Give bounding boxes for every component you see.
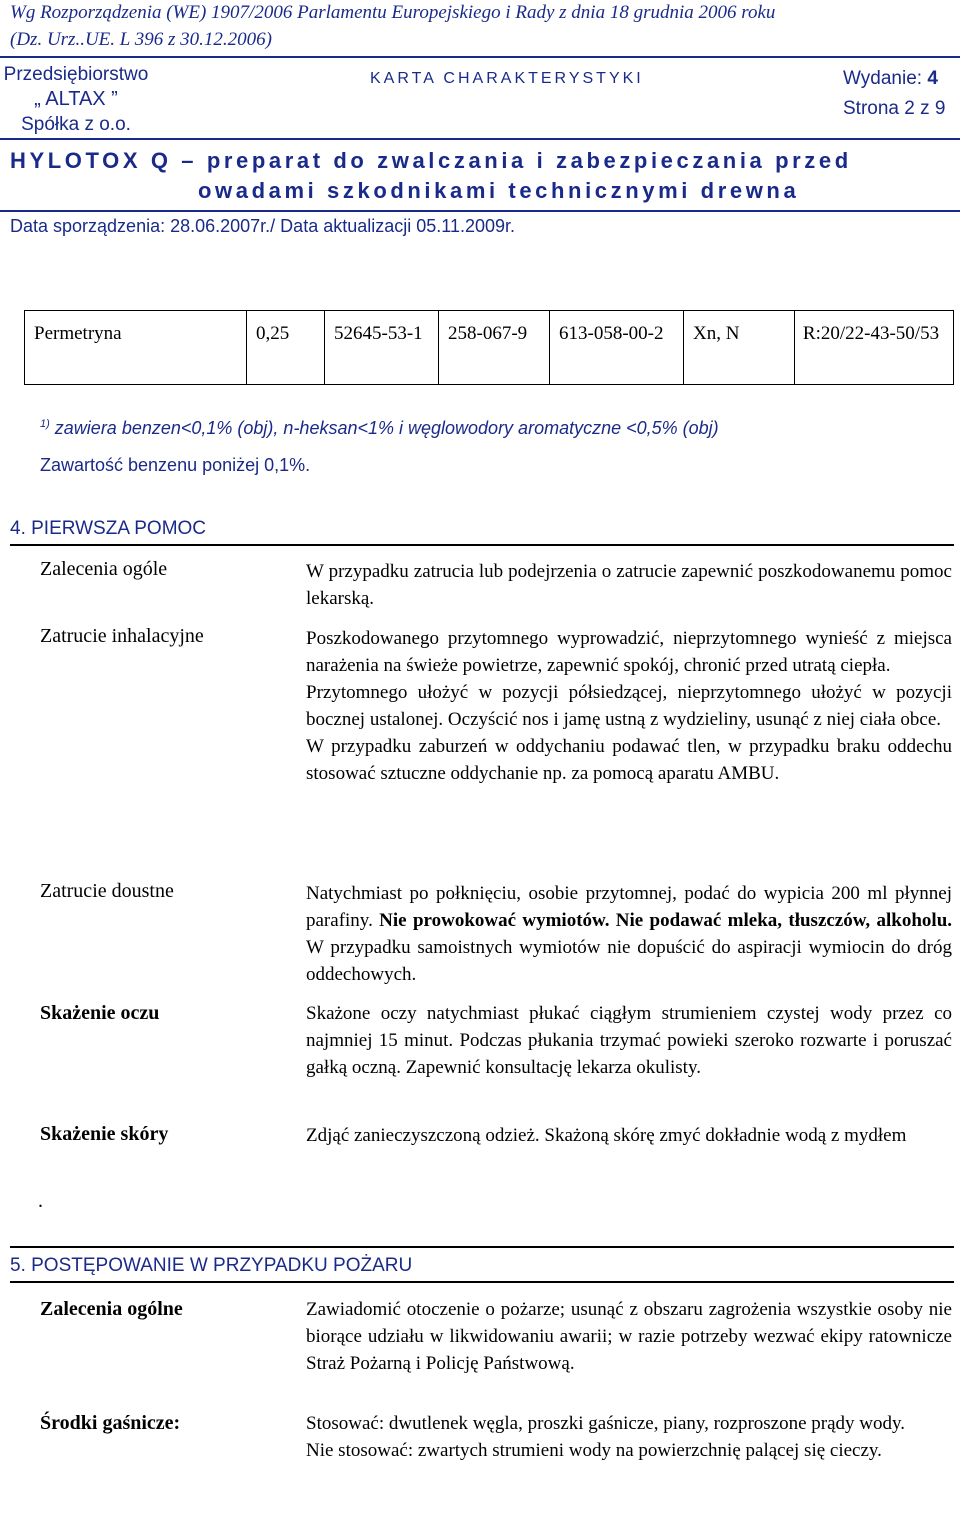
cell-substance-name: Permetryna [25, 311, 247, 385]
text-extinguishing-media [306, 1410, 952, 1464]
text-eye-contact: Skażone oczy natychmiast płukać ciągłym strumieniem czystej wody przez co najmniej 15 minut. Podczas płukania trzymać powieki szeroko rozwarte i poruszać gałką oczną. Zapewnić konsultację lekarza okulisty. [306, 1003, 952, 1078]
section-4-rule [10, 544, 954, 546]
edition-label: Wydanie: [843, 68, 923, 89]
label-oral: Zatrucie doustne [40, 880, 174, 902]
footnote-mark: 1) [40, 418, 50, 430]
text-inhalation-p2: Przytomnego ułożyć w pozycji półsiedzącej, nieprzytomnego ułożyć w pozycji bocznej ustalonej. Oczyścić nos i jamę ustną z wydzieliny, usunąć z niej ciała obce. [306, 682, 952, 730]
cell-cas-number: 52645-53-1 [325, 311, 439, 385]
document-type: KARTA CHARAKTERYSTYKI [370, 70, 644, 87]
label-extinguishing-media: Środki gaśnicze: [40, 1412, 181, 1434]
footnote [40, 418, 719, 439]
label-general-advice: Zalecenia ogóle [40, 558, 168, 580]
text-oral-c: W przypadku samoistnych wymiotów nie dopuścić do aspiracji wymiocin do dróg oddechowych. [306, 937, 952, 985]
label-eye-contact: Skażenie oczu [40, 1002, 160, 1024]
header-divider-top [0, 56, 960, 58]
section-4-heading: 4. PIERWSZA POMOC [10, 518, 207, 539]
text-extinguishing-suitable: Stosować: dwutlenek węgla, proszki gaśnicze, piany, rozproszone prądy wody. [306, 1413, 906, 1434]
composition-table [24, 310, 954, 385]
cell-concentration: 0,25 [247, 311, 325, 385]
text-inhalation-p1: Poszkodowanego przytomnego wyprowadzić, nieprzytomnego wynieść z miejsca narażenia na świeże powietrze, zapewnić spokój, chronić przed utratą ciepła. [306, 628, 952, 676]
company-block [0, 62, 152, 137]
section-5-rule-top [10, 1246, 954, 1248]
document-dates: Data sporządzenia: 28.06.2007r./ Data aktualizacji 05.11.2009r. [10, 216, 516, 236]
header-divider-bottom [0, 210, 960, 212]
label-inhalation: Zatrucie inhalacyjne [40, 625, 204, 647]
benzene-content-note: Zawartość benzenu poniżej 0,1%. [40, 455, 311, 475]
text-oral-a: Natychmiast po połknięciu, osobie przytomnej, podać do wypicia 200 ml płynnej parafiny. [306, 883, 952, 931]
text-inhalation-p3: W przypadku zaburzeń w oddychaniu podawać tlen, w przypadku braku oddechu stosować sztuczne oddychanie np. za pomocą aparatu AMBU. [306, 736, 952, 784]
stray-dot: . [38, 1190, 43, 1212]
text-oral [306, 880, 952, 988]
cell-ec-number: 258-067-9 [439, 311, 550, 385]
company-name-line-3: Spółka z o.o. [21, 114, 131, 135]
company-name-line-2: „ ALTAX ” [34, 88, 118, 110]
text-inhalation [306, 625, 952, 787]
text-extinguishing-unsuitable: Nie stosować: zwartych strumieni wody na powierzchnię palącej się cieczy. [306, 1440, 882, 1461]
edition-value: 4 [927, 68, 938, 89]
section-5-heading: 5. POSTĘPOWANIE W PRZYPADKU POŻARU [10, 1255, 413, 1276]
product-title-line-2: owadami szkodnikami technicznymi drewna [198, 178, 800, 203]
text-fire-general: Zawiadomić otoczenie o pożarze; usunąć z obszaru zagrożenia wszystkie osoby nie biorące udziału w likwidowaniu awarii; w razie potrzeby wezwać ekipy ratownicze Straż Pożarną i Policję Państwową. [306, 1299, 952, 1374]
regulation-line-1: Wg Rozporządzenia (WE) 1907/2006 Parlamentu Europejskiego i Rady z dnia 18 grudnia 2006 roku [10, 2, 776, 23]
label-fire-general: Zalecenia ogólne [40, 1298, 183, 1320]
footnote-text: zawiera benzen<0,1% (obj), n-heksan<1% i węglowodory aromatyczne <0,5% (obj) [54, 418, 719, 438]
text-oral-warning: Nie prowokować wymiotów. Nie podawać mleka, tłuszczów, alkoholu. [379, 910, 953, 931]
page-number: Strona 2 z 9 [843, 98, 946, 119]
section-5-rule [10, 1281, 954, 1283]
table-row [25, 311, 954, 385]
edition [843, 68, 938, 90]
text-skin-contact: Zdjąć zanieczyszczoną odzież. Skażoną skórę zmyć dokładnie wodą z mydłem [306, 1125, 907, 1146]
text-general-advice: W przypadku zatrucia lub podejrzenia o zatrucie zapewnić poszkodowanemu pomoc lekarską. [306, 561, 952, 609]
label-skin-contact: Skażenie skóry [40, 1123, 169, 1145]
company-name-line-1: Przedsiębiorstwo [3, 64, 149, 85]
cell-hazard-symbols: Xn, N [684, 311, 795, 385]
cell-r-phrases: R:20/22-43-50/53 [795, 311, 954, 385]
regulation-line-2: (Dz. Urz..UE. L 396 z 30.12.2006) [10, 29, 272, 50]
cell-index-number: 613-058-00-2 [550, 311, 684, 385]
product-title-line-1: HYLOTOX Q – preparat do zwalczania i zabezpieczania przed [10, 148, 852, 173]
header-divider-middle [0, 138, 960, 140]
